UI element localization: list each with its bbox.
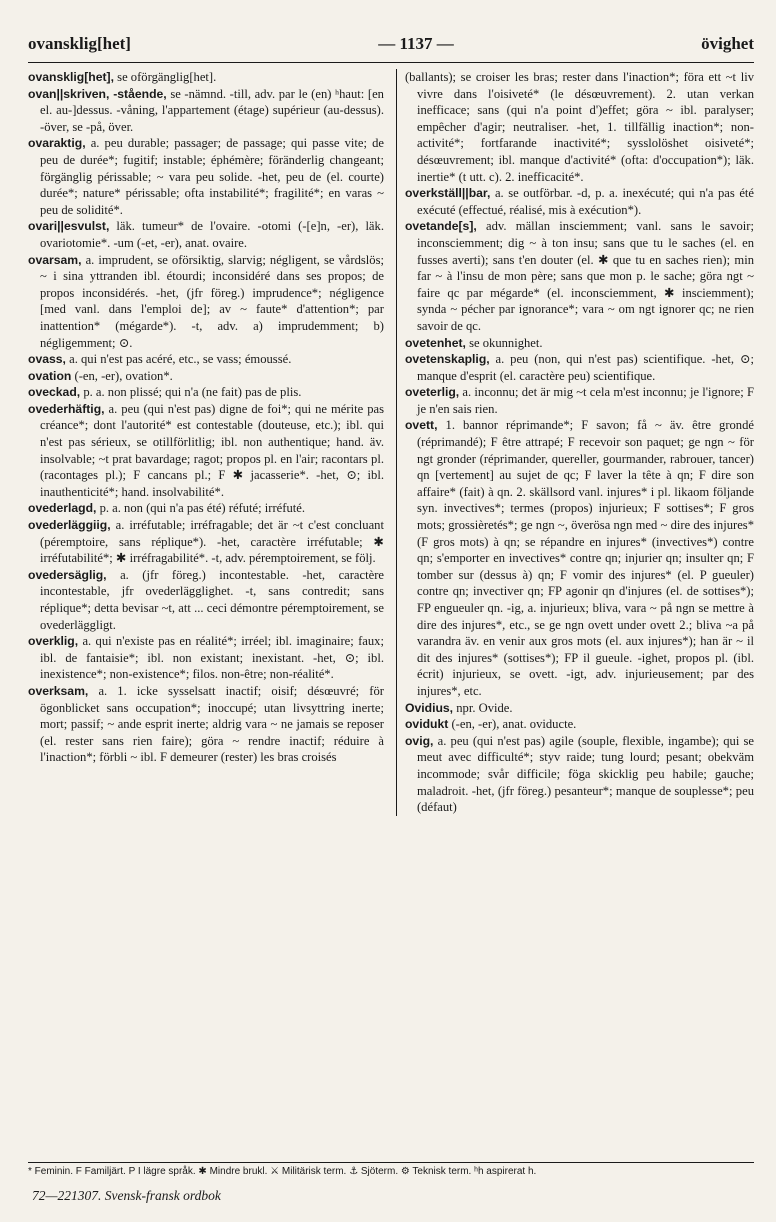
entry-headword: Ovidius, [404,700,454,715]
entry-definition: a. peu durable; passager; de passage; qui passe vite; de peu de durée*; fugitif; instable; éphémère; föränderlig changeant; förgänglig périssable; ~ vara peu solide. -het, peu de (el. courte) durée*; nature* périssable; ofta instabilité*; fragilité*; en varas ~ peu de solidité*. [40,136,384,217]
entry-definition: a. qui n'existe pas en réalité*; irréel; ibl. imaginaire; faux; ibl. de fantaisie*; ibl. non existant; inexistant. -het, ⊙; ibl. inexistence*; non-existence*; filos. non-être; non-réalité*. [40,634,384,682]
header-right-guideword: övighet [701,34,754,53]
dictionary-entry [405,335,754,352]
entry-definition: a. 1. icke sysselsatt inactif; oisif; désœuvré; för ögonblicket sans occupation*; inoccupé; utan livsyttring inerte; mort; passif; ~ ande esprit inerte; aldrig vara ~ ne jamais se reposer (el. rester sans rien faire); göra ~ rendre inactif; réduire à l'inaction*; förbli ~ ibl. F demeurer (rester) les bras croisés [40,683,384,765]
dictionary-entry [28,683,384,766]
dictionary-entry [28,401,384,501]
dictionary-entry [28,368,384,385]
entry-headword: ovedersäglig, [28,567,107,582]
dictionary-entry [405,384,754,417]
entry-definition: se -nämnd. -till, adv. par le (en) ʰhaut: [en el. au-]dessus. -våning, l'appartement (étage) supérieur (au-dessus). -över, se -på, över. [40,86,384,134]
entry-headword: ovederlagd, [28,501,97,516]
entry-definition: a. (jfr föreg.) incontestable. -het, caractère incontestable, jfr ovederlägglighet. -t, sans contredit; sans réplique*; detta bevisar ~t, att ... ceci démontre péremptoirement, se ovederläggligt. [40,567,384,632]
dictionary-entry [28,633,384,683]
entry-definition: a. peu (qui n'est pas) agile (souple, flexible, ingambe); qui se meut avec difficulté*; styv raide; tung lourd; pesant; obekväm incommode; svår difficile; föga skicklig peu habile; gauche; maladroit. -het, (jfr föreg.) pesanteur*; manque de souplesse*; peu (défaut) [416,733,754,815]
entry-definition: (ballants); se croiser les bras; rester dans l'inaction*; föra ett ~t liv vivre dans l'oisiveté* (le désœuvrement). 2. utan verkan inefficace; sans (qui n'a point d')effet; göra ~ ibl. paralyser; empêcher d'agir; neutraliser. -het, 1. tillfällig inaction*; non-activité*; fortfarande inactivité*; sysslolöshet oisiveté*; désœuvrement; ibl. manque d'activité* (ofta: d'occupation*); läk. inertie* (t utt. c). 2. inefficacité*. [404,70,754,184]
entry-headword: ovarsam, [28,252,82,267]
page-header [28,34,754,63]
entry-headword: overksam, [28,683,89,698]
right-column [396,69,754,816]
entry-definition: se okunnighet. [469,335,543,350]
entry-definition: adv. mällan insciemment; vanl. sans le savoir; inconsciemment; dig ~ à ton insu; sans que tu le saches (el. en fusses averti); sans t'en douter (el. ✱ que tu en saches rien); min far ~ à l'insu de mon père; sans que mon p. le sache; göra ngt ~ faire qc par mégarde* (el. inconsciemment, ✱ insciemment); synda ~ pécher par ignorance*; vara ~ om ngt ignorer qc; ne rien savoir de qc. [416,219,754,333]
header-left-guideword: ovansklig[het] [28,34,131,53]
dictionary-entry [28,218,384,251]
page-number: — 1137 — [378,34,454,53]
dictionary-entry [405,185,754,218]
entry-definition: a. peu (non, qui n'est pas) scientifique. -het, ⊙; manque d'esprit (el. caractère peu) scientifique. [416,352,754,383]
entry-headword: ovederhäftig, [28,401,105,416]
entry-definition: (-en, -er), ovation*. [74,368,173,383]
entry-headword: ovass, [28,352,66,367]
dictionary-entry [28,135,384,218]
dictionary-entry [405,733,754,816]
dictionary-entry [405,700,754,717]
entry-headword: oveterlig, [404,385,460,400]
dictionary-entry [28,252,384,352]
entry-headword: ovetenhet, [404,335,466,350]
entry-definition: p. a. non plissé; qui n'a (ne fait) pas de plis. [83,385,302,400]
dictionary-entry [28,384,384,401]
entry-headword: ovederläggiig, [28,518,111,533]
entry-headword: ovetande[s], [404,219,477,234]
entry-definition: läk. tumeur* de l'ovaire. -otomi (-[e]n, -er), läk. ovariotomie*. -um (-et, -er), anat. ovaire. [40,219,384,250]
entry-definition: (-en, -er), anat. oviducte. [451,717,577,732]
entry-headword: ovett, [404,418,438,433]
dictionary-entry [405,69,754,185]
dictionary-entry [405,351,754,384]
entry-headword: ovari||esvulst, [28,219,110,234]
entry-definition: a. peu (qui n'est pas) digne de foi*; qui ne mérite pas créance*; dont l'autorité* est contestable (douteuse, etc.); ibl. qui n'est pas sérieux, se otillförlitlig; ibl. non authentique; hand. äv. insolvable; ~t prat bavardage; ragot; propos pl. en l'air; racontars pl. (racontages pl.); F cancans pl.; F ✱ jacasserie*. -het, ⊙; ibl. inauthenticité*; hand. insolvabilité*. [40,401,384,499]
entry-definition: a. imprudent, se oförsiktig, slarvig; négligent, se vårdslös; ~ i sina yttranden ibl. étourdi; inconsidéré dans ses propos; de propos inconsidérés. -het, (jfr föreg.) imprudence*; négligence [med vanl. dans l'emploi de]; av ~ faute* d'attention*; par inattention* (mégarde*). -t, adv. a) imprudemment; b) négligemment; ⊙. [40,252,384,350]
entry-headword: ovidukt [404,717,449,732]
entry-definition: a. irréfutable; irréfragable; det är ~t c'est concluant (péremptoire, sans réplique*). -het, caractère irréfutable; ✱ irréfutabilité*; ✱ irréfragabilité*. -t, adv. péremptoirement, se följ. [40,518,384,566]
entry-headword: overkställ||bar, [404,186,491,201]
entry-headword: ovan||skriven, -stående, [28,86,167,101]
entry-headword: overklig, [28,634,79,649]
entry-headword: ovaraktig, [28,136,86,151]
dictionary-entry [28,517,384,567]
entry-definition: p. a. non (qui n'a pas été) réfuté; irréfuté. [99,501,305,516]
entry-definition: 1. bannor réprimande*; F savon; få ~ äv. être grondé (réprimandé); F être attrapé; F recevoir son paquet; ge ngn ~ för ngt gronder (réprimander, quereller, gourmander, rabrouer, tancer) qn [vertement] au sujet de qc; F laver la tête à qn; F dire son affaire* (fait) à qn. 2. skällsord vanl. injures* i pl. likaom följande syn. invectives*; termes (propos) injurieux; F sottises*; F gros mots; grossièretés*; ge ngn ~, överösa ngn med ~ dire des injures* (F gros mots) à qn; se répandre en injures* (invectives*) contre qn; s'emporter en invectives* contre qn; injurier qn; insulter qn; F tomber sur (dessus à) qn; F vomir des injures* (el. P gueuler) contre qn; invectiver qn; FP agonir qn d'injures (el. de sottises*); FP engueuler qn. -ig, a. injurieux; bliva, vara ~ på ngn se mettre à dire des injures*, etc., se ge ngn ovett under ovett 2.; bliva ~a på varandra äv. en venir aux gros mots (el. aux injures*); han är ~ il dit des injures* (sottises*); FP il gueule. -ighet, propos pl. (ibl. écrit) injurieux, se ovett. -igt, adv. injurieusement; par des injures*, etc. [416,418,754,698]
dictionary-entry [28,69,384,86]
entry-headword: ovig, [404,733,434,748]
dictionary-entry [405,218,754,334]
dictionary-entry [405,716,754,733]
columns [28,69,754,816]
dictionary-entry [28,500,384,517]
left-column [28,69,384,816]
entry-definition: a. qui n'est pas acéré, etc., se vass; émoussé. [69,352,292,367]
dictionary-page [28,34,754,816]
entry-definition: npr. Ovide. [456,700,513,715]
entry-headword: ovetenskaplig, [404,352,490,367]
entry-headword: ovansklig[het], [28,70,115,84]
dictionary-entry [28,567,384,633]
entry-definition: a. inconnu; det är mig ~t cela m'est inconnu; je l'ignore; F je n'en sais rien. [416,385,754,416]
entry-definition: se oförgänglig[het]. [117,70,217,84]
print-code: 72—221307. Svensk-fransk ordbok [32,1188,221,1203]
dictionary-entry [28,86,384,136]
dictionary-entry [405,417,754,699]
entry-definition: a. se outförbar. -d, p. a. inexécuté; qui n'a pas été exécuté (effectué, réalisé, mis à exécution*). [416,186,754,217]
abbreviation-legend: * Feminin. F Familjärt. P I lägre språk. ✱ Mindre brukl. ⚔ Militärisk term. ⚓ Sjöterm. ⚙ Teknisk term. ʰh aspirerat h. [28,1162,754,1177]
dictionary-entry [28,351,384,368]
entry-headword: ovation [28,368,72,383]
entry-headword: oveckad, [28,385,81,400]
